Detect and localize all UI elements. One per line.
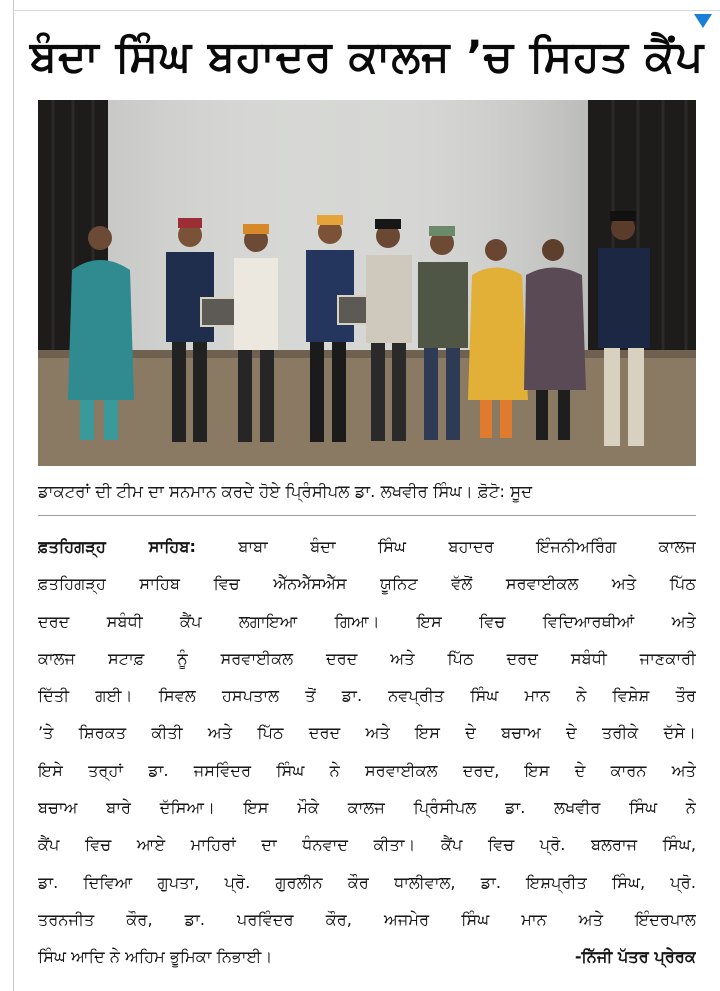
body-line: ’ਤੇ ਸ਼ਿਰਕਤ ਕੀਤੀ ਅਤੇ ਪਿੱਠ ਦਰਦ ਅਤੇ ਇਸ ਦੇ ਬਚਾਅ ਦੇ ਤਰੀਕੇ ਦੱਸੇ। bbox=[38, 723, 696, 743]
body-line: ਇਸੇ ਤਰ੍ਹਾਂ ਡਾ. ਜਸਵਿੰਦਰ ਸਿੰਘ ਨੇ ਸਰਵਾਈਕਲ ਦਰਦ, ਇਸ ਦੇ ਕਾਰਨ ਅਤੇ bbox=[38, 760, 696, 780]
body-line: ਦਿੱਤੀ ਗਈ। ਸਿਵਲ ਹਸਪਤਾਲ ਤੋਂ ਡਾ. ਨਵਪ੍ਰੀਤ ਸਿੰਘ ਮਾਨ ਨੇ ਵਿਸ਼ੇਸ਼ ਤੌਰ bbox=[38, 686, 696, 706]
body-line: ਡਾ. ਦਿਵਿਆ ਗੁਪਤਾ, ਪ੍ਰੋ. ਗੁਰਲੀਨ ਕੌਰ ਧਾਲੀਵਾਲ, ਡਾ. ਇਸ਼ਪ੍ਰੀਤ ਸਿੰਘ, ਪ੍ਰੋ. bbox=[38, 872, 696, 892]
body-line: ਫ਼ਤਹਿਗੜ੍ਹ ਸਾਹਿਬ ਵਿਚ ਐੱਨਐੱਸਐੱਸ ਯੂਨਿਟ ਵੱਲੋਂ ਸਰਵਾਈਕਲ ਅਤੇ ਪਿੱਠ bbox=[38, 574, 696, 594]
body-line bbox=[38, 938, 696, 975]
article-body bbox=[38, 528, 696, 976]
body-line-text: ਬਾਬਾ ਬੰਦਾ ਸਿੰਘ ਬਹਾਦਰ ਇੰਜਨੀਅਰਿੰਗ ਕਾਲਜ bbox=[238, 537, 696, 556]
body-line-text: ਸਿੰਘ ਆਦਿ ਨੇ ਅਹਿਮ ਭੂਮਿਕਾ ਨਿਭਾਈ। bbox=[38, 947, 273, 967]
body-line: ਦਰਦ ਸਬੰਧੀ ਕੈਂਪ ਲਗਾਇਆ ਗਿਆ। ਇਸ ਵਿਚ ਵਿਦਿਆਰਥੀਆਂ ਅਤੇ bbox=[38, 611, 696, 631]
page-top-rule bbox=[13, 10, 720, 11]
group-photo-icon bbox=[38, 100, 696, 466]
body-line: ਤਰਨਜੀਤ ਕੌਰ, ਡਾ. ਪਰਵਿੰਦਰ ਕੌਰ, ਅਜਮੇਰ ਸਿੰਘ ਮਾਨ ਅਤੇ ਇੰਦਰਪਾਲ bbox=[38, 909, 696, 929]
byline: -ਨਿੱਜੀ ਪੱਤਰ ਪ੍ਰੇਰਕ bbox=[574, 947, 696, 967]
body-line: ਕਾਲਜ ਸਟਾਫ਼ ਨੂੰ ਸਰਵਾਈਕਲ ਦਰਦ ਅਤੇ ਪਿੱਠ ਦਰਦ ਸਬੰਧੀ ਜਾਣਕਾਰੀ bbox=[38, 648, 696, 668]
page-left-rule bbox=[13, 0, 14, 991]
body-line: ਬਚਾਅ ਬਾਰੇ ਦੱਸਿਆ। ਇਸ ਮੌਕੇ ਕਾਲਜ ਪ੍ਰਿੰਸੀਪਲ ਡਾ. ਲਖਵੀਰ ਸਿੰਘ ਨੇ bbox=[38, 798, 696, 818]
caption-divider bbox=[38, 515, 696, 516]
photo-caption: ਡਾਕਟਰਾਂ ਦੀ ਟੀਮ ਦਾ ਸਨਮਾਨ ਕਰਦੇ ਹੋਏ ਪ੍ਰਿੰਸੀਪਲ ਡਾ. ਲਖਵੀਰ ਸਿੰਘ। ਫ਼ੋਟੋ: ਸੂਦ bbox=[38, 482, 533, 501]
body-line: ਕੈਂਪ ਵਿਚ ਆਏ ਮਾਹਿਰਾਂ ਦਾ ਧੰਨਵਾਦ ਕੀਤਾ। ਕੈਂਪ ਵਿਚ ਪ੍ਰੋ. ਬਲਰਾਜ ਸਿੰਘ, bbox=[38, 835, 696, 855]
dateline: ਫ਼ਤਹਿਗੜ੍ਹ ਸਾਹਿਬ: bbox=[38, 537, 196, 556]
body-line bbox=[38, 528, 696, 565]
article-headline: ਬੰਦਾ ਸਿੰਘ ਬਹਾਦਰ ਕਾਲਜ ’ਚ ਸਿਹਤ ਕੈਂਪ bbox=[30, 32, 705, 82]
